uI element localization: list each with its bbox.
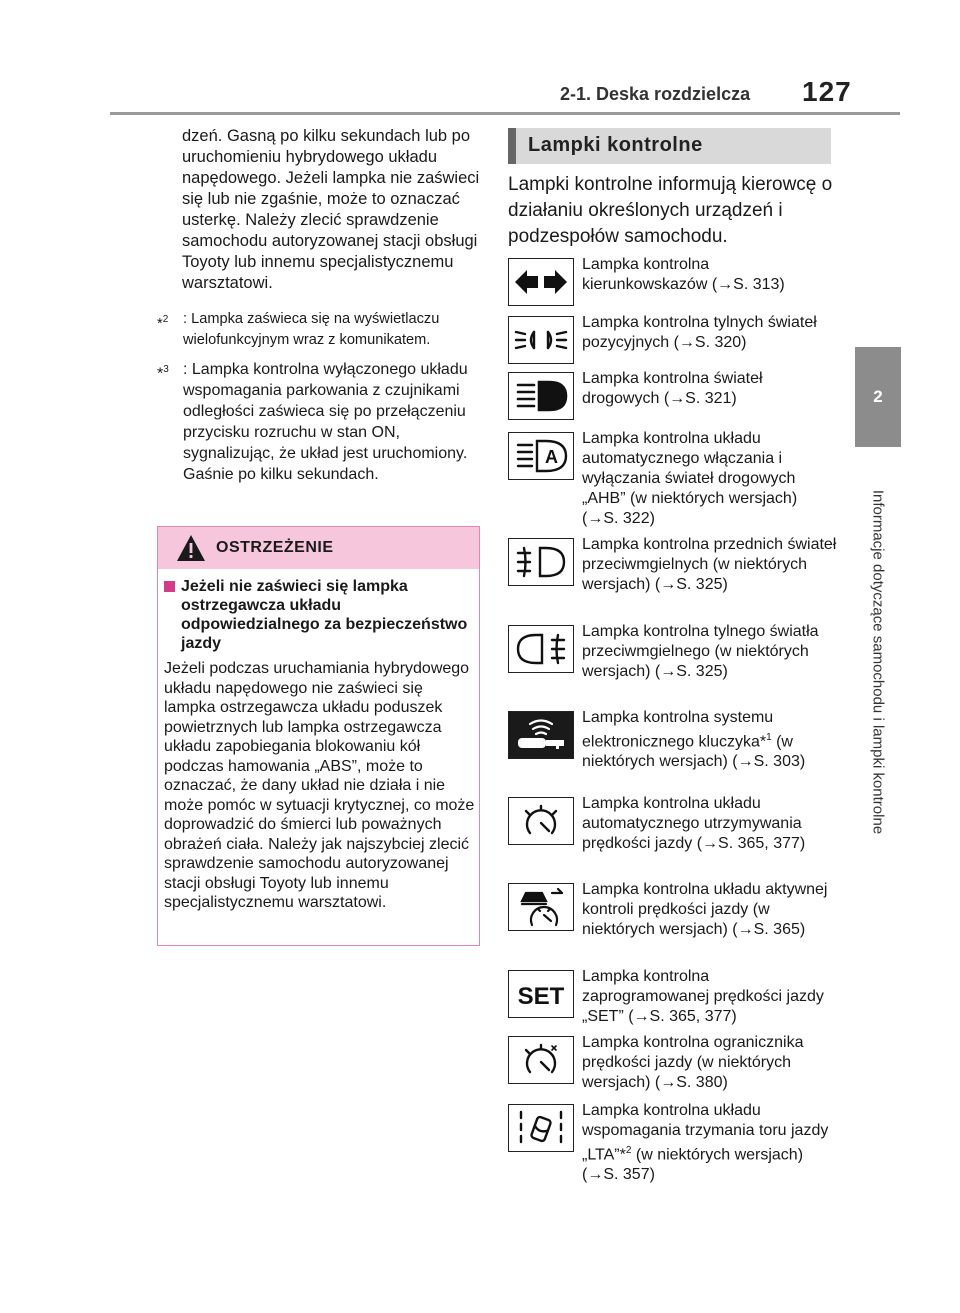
indicator-description: Lampka kontrolna zaprogramowanej prędkości jazdy „SET” (→S. 365, 377)	[582, 968, 824, 1025]
rear-fog-light-icon	[508, 625, 574, 673]
chapter-number: 2	[873, 387, 883, 406]
indicator-description: Lampka kontrolna układu aktywnej kontroli prędkości jazdy (w niektórych wersjach) (→S. 365)	[582, 881, 828, 938]
turn-signal-icon	[508, 258, 574, 306]
footnote-3	[157, 359, 482, 485]
chapter-tab[interactable]	[855, 347, 901, 447]
indicator-description: Lampka kontrolna świateł drogowych (→S. 321)	[582, 370, 763, 407]
footnote-text: : Lampka kontrolna wyłączonego układu wspomagania parkowania z czujnikami odległości zaświeca się po przełączeniu przycisku rozruchu w stan ON, sygnalizując, że układ jest uruchomiony. Gaśnie po kilku sekundach.	[183, 361, 468, 483]
radar-cruise-icon	[508, 883, 574, 931]
indicator-description: Lampka kontrolna systemu elektronicznego kluczyka*$^1$ (w niektórych wersjach) (→S. 303)	[582, 709, 806, 771]
svg-text:A: A	[545, 447, 558, 467]
section-intro: Lampki kontrolne informują kierowcę o działaniu określonych urządzeń i podzespołów samochodu.	[508, 174, 833, 247]
chapter-title: Informacje dotyczące samochodu i lampki kontrolne	[869, 489, 887, 835]
cruise-control-icon	[508, 797, 574, 845]
indicator-description: Lampka kontrolna ogranicznika prędkości jazdy (w niektórych wersjach) (→S. 380)	[582, 1034, 804, 1091]
smart-key-icon	[508, 711, 574, 759]
svg-text:SET: SET	[517, 983, 565, 1010]
section-heading	[508, 128, 831, 164]
section-header: 2-1. Deska rozdzielcza	[560, 84, 751, 104]
lane-tracing-icon	[508, 1104, 574, 1152]
speed-limiter-icon	[508, 1036, 574, 1084]
warning-box	[157, 526, 480, 946]
section-title: Lampki kontrolne	[528, 134, 703, 156]
tail-light-icon	[508, 316, 574, 364]
footnote-marker: *$^3$	[157, 364, 169, 383]
indicator-description: Lampka kontrolna układu automatycznego włączania i wyłączania świateł drogowych „AHB” (w niektórych wersjach) (→S. 322)	[582, 430, 798, 527]
header-divider	[110, 112, 900, 115]
indicator-description: Lampka kontrolna tylnych świateł pozycyjnych (→S. 320)	[582, 314, 817, 351]
indicator-description: Lampka kontrolna układu automatycznego utrzymywania prędkości jazdy (→S. 365, 377)	[582, 795, 806, 852]
indicator-description: Lampka kontrolna układu wspomagania trzymania toru jazdy „LTA”*$^2$ (w niektórych wersjach) (→S. 357)	[582, 1102, 829, 1184]
continued-paragraph: dzeń. Gasną po kilku sekundach lub po uruchomieniu hybrydowego układu napędowego. Jeżeli lampka nie zaświeci się lub nie zgaśnie, może to oznaczać usterkę. Należy zlecić sprawdzenie samochodu autoryzowanej stacji obsługi Toyoty lub innemu specjalistycznemu warsztatowi.	[182, 127, 480, 292]
heading-accent-bar	[508, 128, 516, 164]
indicator-description: Lampka kontrolna tylnego światła przeciwmgielnego (w niektórych wersjach) (→S. 325)	[582, 623, 819, 680]
footnote-2	[157, 309, 482, 351]
set-icon	[508, 970, 574, 1018]
warning-body: Jeżeli podczas uruchamiania hybrydowego układu napędowego nie zaświeci się lampka ostrzegawcza układu poduszek powietrznych lub lampka ostrzegawcza układu zapobiegania blokowaniu kół podczas hamowania „ABS”, może to oznaczać, że dany układ nie działa i nie może pomóc w sytuacji krytycznej, co może doprowadzić do śmierci lub poważnych obrażeń ciała. Należy jak najszybciej zlecić sprawdzenie samochodu autoryzowanej stacji obsługi Toyoty lub innemu specjalistycznemu warsztatowi.	[164, 660, 475, 911]
auto-high-beam-icon	[508, 432, 574, 480]
warning-header	[158, 527, 479, 569]
front-fog-light-icon	[508, 538, 574, 586]
high-beam-icon	[508, 372, 574, 420]
warning-triangle-icon	[176, 534, 206, 562]
footnote-marker: *$^2$	[157, 314, 169, 332]
warning-title: OSTRZEŻENIE	[216, 539, 334, 556]
bullet-square-icon	[164, 581, 175, 592]
warning-subheading: Jeżeli nie zaświeci się lampka ostrzegawcza układu odpowiedzialnego za bezpieczeństwo jazdy	[164, 577, 474, 653]
indicator-description: Lampka kontrolna przednich świateł przeciwmgielnych (w niektórych wersjach) (→S. 325)	[582, 536, 837, 593]
indicator-description: Lampka kontrolna kierunkowskazów (→S. 313)	[582, 256, 785, 293]
footnote-text: : Lampka zaświeca się na wyświetlaczu wielofunkcyjnym wraz z komunikatem.	[183, 311, 440, 348]
page-number: 127	[802, 76, 852, 107]
